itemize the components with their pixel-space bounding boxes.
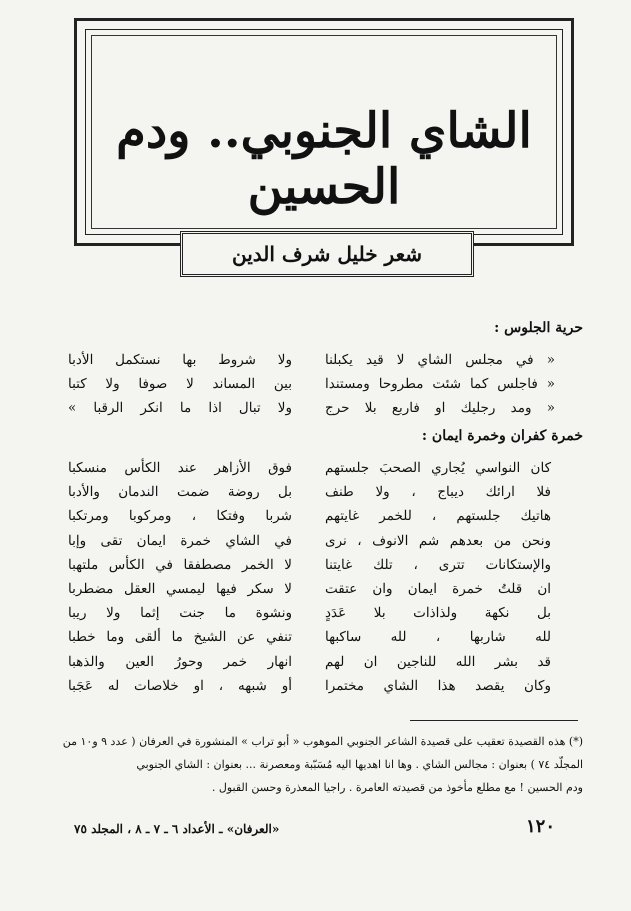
verse-line: لا الخمر مصطفقا في الكأس ملتهبا xyxy=(68,556,292,573)
verse-column-right-1 xyxy=(325,348,555,420)
verse-line: وكان يقصد هذا الشاي مختمرا xyxy=(325,677,551,694)
verse-line: بل نكهة ولذاذات بلا عَدَدٍ xyxy=(325,605,551,622)
page-number: ١٢٠ xyxy=(525,816,555,837)
verse-line: أو شبهه ، او خلاصات له عَجَبا xyxy=(68,677,292,694)
section-heading-1: حرية الجلوس : xyxy=(494,320,583,336)
verse-line: انهار خمر وحورُ العين والذهبا xyxy=(68,653,292,670)
verse-line: فوق الأزاهر عند الكأس منسكبا xyxy=(68,460,292,476)
verse-line: ونشوة ما جنت إثما ولا ريبا xyxy=(68,605,292,622)
title-frame xyxy=(74,18,574,246)
verse-line: هاتيك جلستهم ، للخمر غايتهم xyxy=(325,508,551,525)
verse-line: ونحن من بعدهم شم الانوف ، نرى xyxy=(325,532,551,549)
verse-line: قد بشر الله للناجين ان لهم xyxy=(325,653,551,670)
verse-line: « في مجلس الشاي لا قيد يكبلنا xyxy=(325,352,555,368)
journal-issue-info: «العرفان» ـ الأعداد ٦ ـ ٧ ـ ٨ ، المجلد ٧٥ xyxy=(74,822,280,836)
verse-line: لله شاربها ، لله ساكبها xyxy=(325,629,551,646)
verse-line: شربا وفتكا ، ومركوبا ومرتكبا xyxy=(68,508,292,525)
verse-column-right-2 xyxy=(325,456,551,698)
footnote-line: (*) هذه القصيدة تعقيب على قصيدة الشاعر الجنوبي الموهوب « أبو تراب » المنشورة في العرفان ( عدد ٩ و١٠ من xyxy=(62,735,583,748)
verse-line: ولا شروط بها نستكمل الأدبا xyxy=(68,352,292,368)
verse-line: في الشاي خمرة ايمان تقى وإبا xyxy=(68,532,292,549)
section-heading-2: خمرة كفران وخمرة ايمان : xyxy=(421,428,583,444)
poet-name: شعر خليل شرف الدين xyxy=(180,231,474,277)
page-footer xyxy=(74,816,555,840)
verse-line: بين المساند لا صوفا ولا كتبا xyxy=(68,376,292,392)
verse-line: ولا تبال اذا ما انكر الرقبا » xyxy=(68,400,292,416)
verse-line: لا سكر فيها ليمسي العقل مضطربا xyxy=(68,580,292,597)
verse-line: بل روضة ضمت الندمان والأدبا xyxy=(68,484,292,501)
poem-title: الشاي الجنوبي.. ودم الحسين xyxy=(116,103,532,215)
footnote xyxy=(47,730,583,799)
verse-line: ان قلتُ خمرة ايمان وان عتقت xyxy=(325,580,551,597)
verse-line: كان النواسي يُجاري الصحبَ جلستهم xyxy=(325,460,551,476)
footnote-divider xyxy=(410,720,578,721)
footnote-line: المجلّد ٧٤ ) بعنوان : مجالس الشاي . وها انا اهديها اليه مُسَبّبة ومعصرنة ... بعنوان : الشاي الجنوبي xyxy=(136,758,583,771)
verse-line: فلا ارائك ديباج ، ولا طنف xyxy=(325,484,551,501)
verse-line: « فاجلس كما شئت مطروحا ومستندا xyxy=(325,376,555,392)
verse-line: « ومد رجليك او فاربع بلا حرج xyxy=(325,400,555,416)
verse-line: والإستكانات تترى ، تلك غايتنا xyxy=(325,556,551,573)
verse-column-left-1 xyxy=(68,348,292,420)
verse-line: تنفي عن الشيخ ما ألقى وما خطبا xyxy=(68,629,292,646)
verse-column-left-2 xyxy=(68,456,292,698)
footnote-line: ودم الحسين ! مع مطلع مأخوذ من قصيدته العامرة . راجيا المعذرة وحسن القبول . xyxy=(211,781,583,794)
